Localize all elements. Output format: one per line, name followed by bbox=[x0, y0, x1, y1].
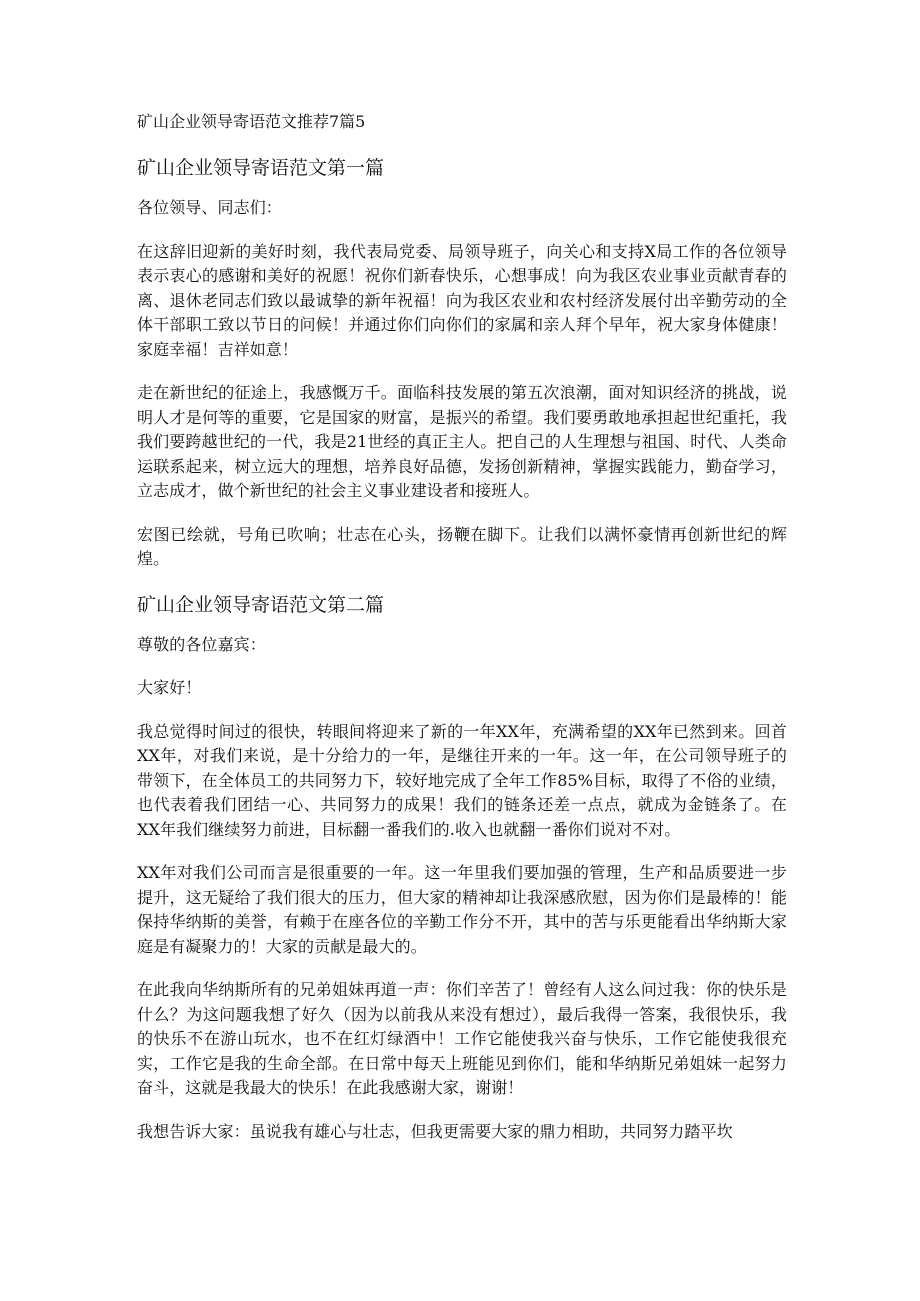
document-title: 矿山企业领导寄语范文推荐7篇5 bbox=[137, 112, 366, 131]
paragraph: 在此我向华纳斯所有的兄弟姐妹再道一声：你们辛苦了！曾经有人这么问过我：你的快乐是什么？为这问题我想了好久（因为以前我从来没有想过），最后我得一答案，我很快乐，我的快乐不在游山玩水，也不在红灯绿酒中！工作它能使我兴奋与快乐，工作它能使我很充实，工作它是我的生命全部。在日常中每天上班能见到你们，能和华纳斯兄弟姐妹一起努力奋斗，这就是我最大的快乐！在此我感谢大家，谢谢！ bbox=[137, 980, 787, 1097]
paragraph-salutation: 尊敬的各位嘉宾： bbox=[137, 634, 266, 654]
paragraph: 宏图已绘就，号角已吹响；壮志在心头，扬鞭在脚下。让我们以满怀豪情再创新世纪的辉煌。 bbox=[137, 524, 787, 568]
paragraph: 走在新世纪的征途上，我感慨万千。面临科技发展的第五次浪潮，面对知识经济的挑战，说明人才是何等的重要，它是国家的财富，是振兴的希望。我们要勇敢地承担起世纪重托，我我们要跨越世纪的一代，我是21世经的真正主人。把自己的人生理想与祖国、时代、人类命运联系起来，树立远大的理想，培养良好品德，发扬创新精神，掌握实践能力，勤奋学习，立志成才，做个新世纪的社会主义事业建设者和接班人。 bbox=[137, 383, 787, 500]
section-2 bbox=[137, 591, 787, 1145]
paragraph-greeting: 大家好！ bbox=[137, 678, 202, 697]
paragraph: 我总觉得时间过的很快，转眼间将迎来了新的一年XX年，充满希望的XX年已然到来。回首XX年，对我们来说，是十分给力的一年，是继往开来的一年。这一年，在公司领导班子的带领下，在全体员工的共同努力下，较好地完成了全年工作85%目标，取得了不俗的业绩，也代表着我们团结一心、共同努力的成果！我们的链条还差一点点，就成为金链条了。在XX年我们继续努力前进，目标翻一番我们的.收入也就翻一番你们说对不对。 bbox=[137, 721, 787, 839]
document-page bbox=[137, 110, 787, 1163]
section-heading: 矿山企业领导寄语范文第二篇 bbox=[137, 593, 385, 616]
paragraph: 在这辞旧迎新的美好时刻，我代表局党委、局领导班子，向关心和支持X局工作的各位领导表示衷心的感谢和美好的祝愿！祝你们新春快乐，心想事成！向为我区农业事业贡献青春的离、退休老同志们致以最诚挚的新年祝福！向为我区农业和农村经济发展付出辛勤劳动的全体干部职工致以节日的问候！并通过你们向你们的家属和亲人拜个早年，祝大家身体健康！家庭幸福！吉祥如意！ bbox=[137, 241, 787, 359]
section-1 bbox=[137, 154, 787, 572]
paragraph: 我想告诉大家：虽说我有雄心与壮志，但我更需要大家的鼎力相助，共同努力踏平坎 bbox=[137, 1121, 733, 1141]
paragraph-salutation: 各位领导、同志们： bbox=[137, 198, 282, 217]
section-heading: 矿山企业领导寄语范文第一篇 bbox=[137, 157, 385, 179]
paragraph: XX年对我们公司而言是很重要的一年。这一年里我们要加强的管理，生产和品质要进一步提升，这无疑给了我们很大的压力，但大家的精神却让我深感欣慰，因为你们是最棒的！能保持华纳斯的美誉，有赖于在座各位的辛勤工作分不开，其中的苦与乐更能看出华纳斯大家庭是有凝聚力的！大家的贡献是最大的。 bbox=[137, 863, 787, 956]
